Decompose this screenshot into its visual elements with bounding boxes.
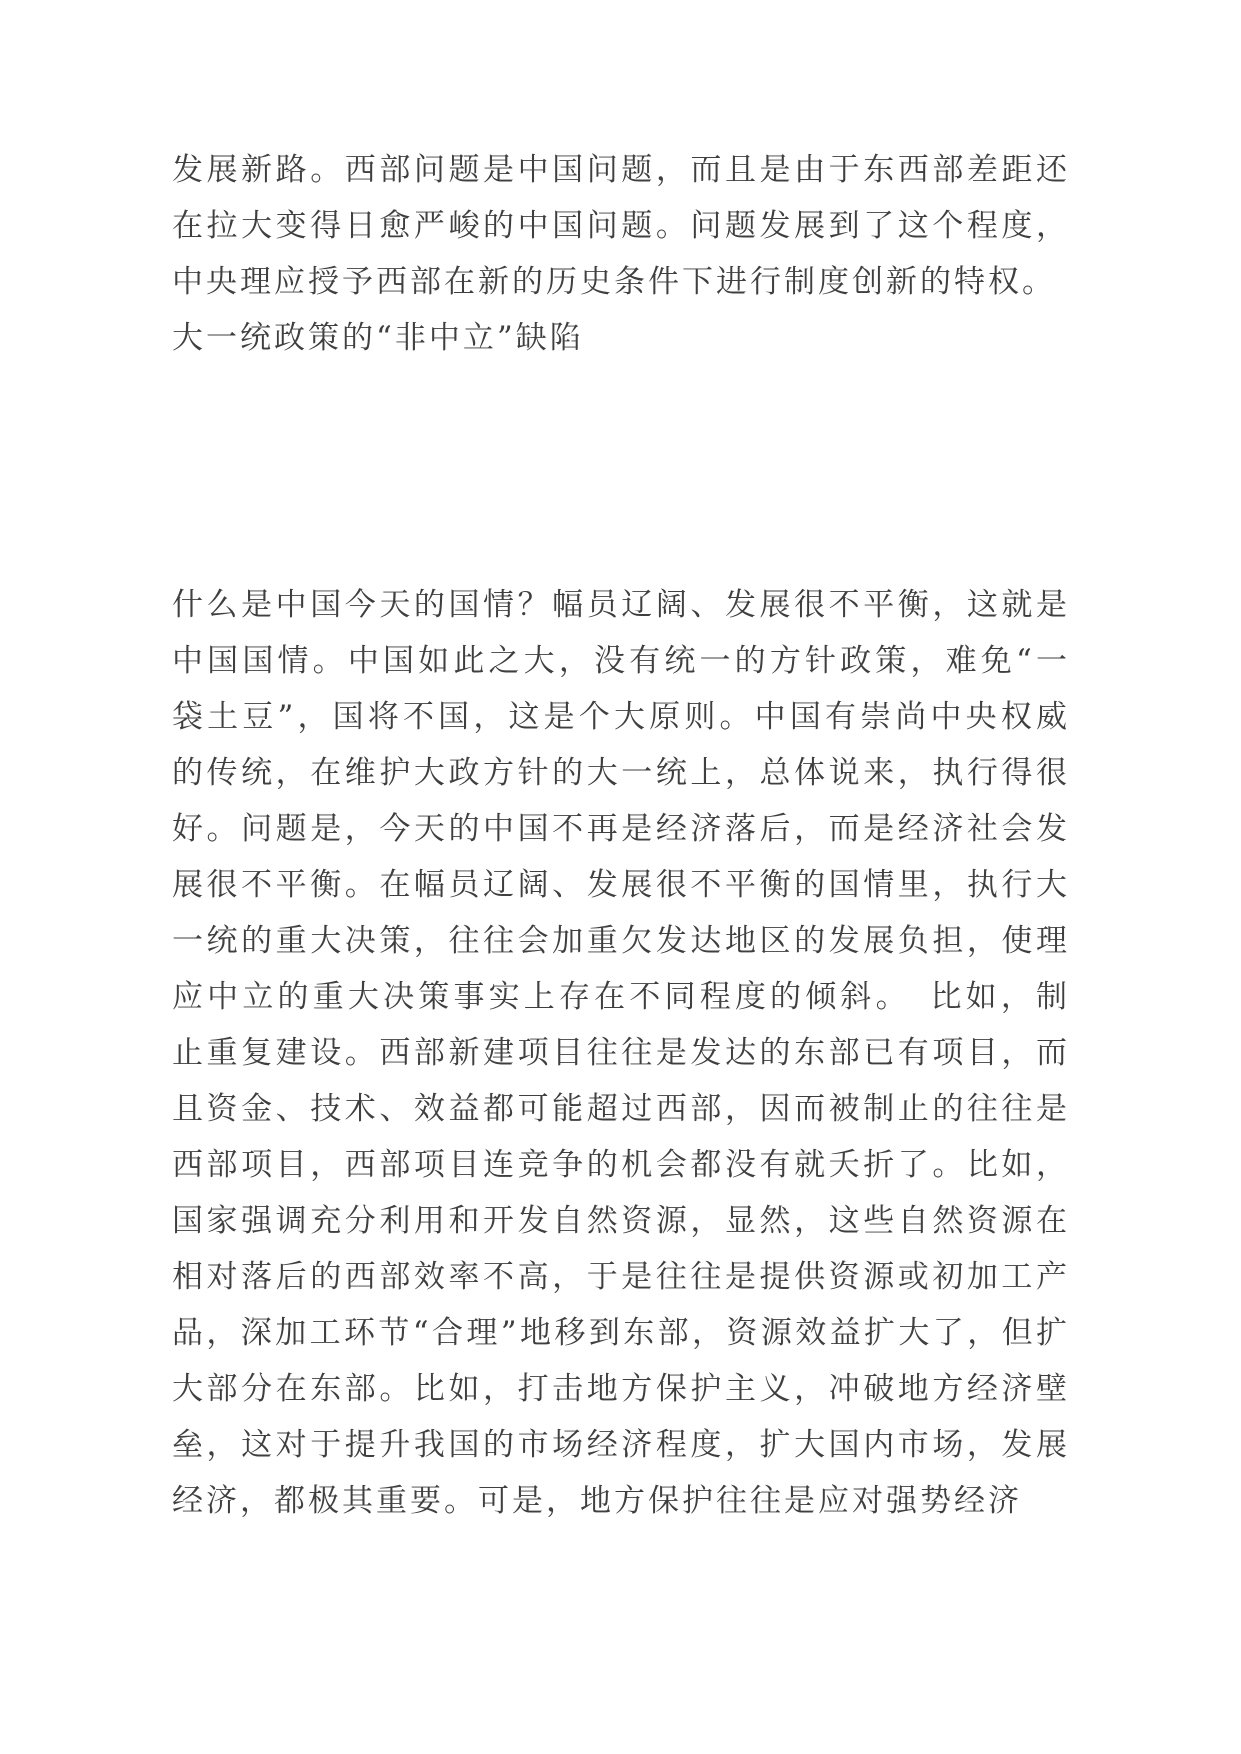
text-content (172, 142, 1070, 1529)
paragraph-continuation: 发展新路。西部问题是中国问题，而且是由于东西部差距还在拉大变得日愈严峻的中国问题。问题发展到了这个程度，中央理应授予西部在新的历史条件下进行制度创新的特权。 (172, 152, 1070, 300)
paragraph-body: 什么是中国今天的国情？幅员辽阔、发展很不平衡，这就是中国国情。中国如此之大，没有统一的方针政策，难免“一袋土豆”，国将不国，这是个大原则。中国有崇尚中央权威的传统，在维护大政方针的大一统上，总体说来，执行得很好。问题是，今天的中国不再是经济落后，而是经济社会发展很不平衡。在幅员辽阔、发展很不平衡的国情里，执行大一统的重大决策，往往会加重欠发达地区的发展负担，使理应中立的重大决策事实上存在不同程度的倾斜。 比如，制止重复建设。西部新建项目往往是发达的东部已有项目，而且资金、技术、效益都可能超过西部，因而被制止的往往是西部项目，西部项目连竞争的机会都没有就夭折了。比如，国家强调充分利用和开发自然资源，显然，这些自然资源在相对落后的西部效率不高，于是往往是提供资源或初加工产品，深加工环节“合理”地移到东部，资源效益扩大了，但扩大部分在东部。比如，打击地方保护主义，冲破地方经济壁垒，这对于提升我国的市场经济程度，扩大国内市场，发展经济，都极其重要。可是，地方保护往往是应对强势经济 (172, 587, 1070, 1519)
section-heading: 大一统政策的“非中立”缺陷 (172, 320, 584, 356)
